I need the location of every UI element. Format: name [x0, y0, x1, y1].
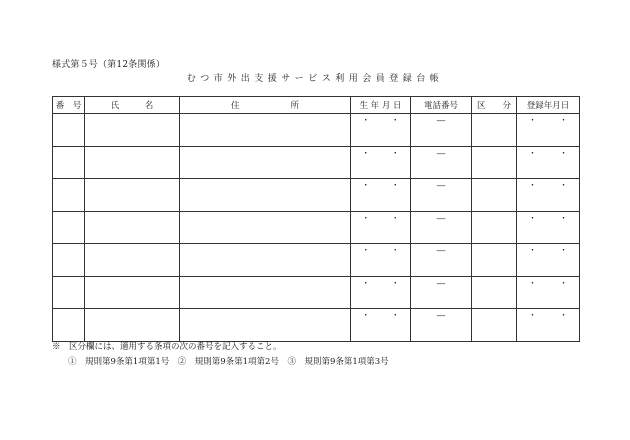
page-title: むつ市外出支援サービス利用会員登録台帳: [186, 74, 444, 84]
date-separator: ・: [528, 278, 537, 289]
date-separator: ・: [361, 213, 370, 224]
cell-birthdate[interactable]: [351, 309, 411, 342]
cell-phone[interactable]: [411, 244, 472, 277]
cell-category[interactable]: [472, 276, 517, 309]
date-separator: ・: [559, 246, 568, 256]
cell-phone[interactable]: [411, 211, 472, 244]
table-row: [53, 211, 580, 244]
phone-separator: ―: [436, 311, 446, 321]
date-separator: ・: [390, 181, 400, 191]
cell-birthdate[interactable]: [351, 114, 411, 147]
date-separator: ・: [559, 278, 568, 289]
date-separator: ・: [361, 181, 370, 191]
cell-registration-date[interactable]: [517, 179, 580, 212]
cell-name[interactable]: [85, 211, 180, 244]
table-row: [53, 244, 580, 277]
cell-name[interactable]: [85, 309, 180, 342]
note-text: ※ 区分欄には、適用する条項の次の番号を記入すること。: [52, 342, 282, 352]
date-separator: ・: [559, 213, 568, 224]
date-separator: ・: [528, 311, 537, 321]
form-number: 様式第５号（第12条関係）: [52, 60, 166, 70]
cell-registration-date[interactable]: [517, 114, 580, 147]
date-separator: ・: [361, 311, 370, 321]
cell-category[interactable]: [472, 211, 517, 244]
date-separator: ・: [528, 181, 537, 191]
register-table: [52, 96, 580, 342]
table-header-row: [53, 97, 580, 114]
cell-category[interactable]: [472, 179, 517, 212]
cell-category[interactable]: [472, 244, 517, 277]
cell-address[interactable]: [180, 211, 351, 244]
date-separator: ・: [559, 148, 568, 159]
phone-separator: ―: [436, 246, 446, 256]
header-registration-date: 登録年月日: [517, 97, 580, 114]
date-separator: ・: [361, 116, 370, 126]
header-address: 住 所: [180, 97, 351, 114]
cell-address[interactable]: [180, 146, 351, 179]
date-separator: ・: [390, 213, 400, 224]
header-category: 区 分: [472, 97, 517, 114]
table-row: [53, 179, 580, 212]
cell-name[interactable]: [85, 146, 180, 179]
cell-birthdate[interactable]: [351, 244, 411, 277]
date-separator: ・: [390, 278, 400, 289]
cell-category[interactable]: [472, 114, 517, 147]
cell-number[interactable]: [53, 276, 85, 309]
cell-number[interactable]: [53, 211, 85, 244]
date-separator: ・: [528, 148, 537, 159]
date-separator: ・: [390, 246, 400, 256]
cell-number[interactable]: [53, 114, 85, 147]
cell-number[interactable]: [53, 146, 85, 179]
date-separator: ・: [361, 148, 370, 159]
cell-address[interactable]: [180, 244, 351, 277]
date-separator: ・: [528, 116, 537, 126]
cell-number[interactable]: [53, 179, 85, 212]
cell-address[interactable]: [180, 276, 351, 309]
cell-address[interactable]: [180, 309, 351, 342]
cell-registration-date[interactable]: [517, 146, 580, 179]
date-separator: ・: [390, 148, 400, 159]
date-separator: ・: [559, 181, 568, 191]
cell-registration-date[interactable]: [517, 211, 580, 244]
cell-number[interactable]: [53, 244, 85, 277]
cell-name[interactable]: [85, 276, 180, 309]
cell-birthdate[interactable]: [351, 179, 411, 212]
phone-separator: ―: [436, 116, 446, 126]
table-row: [53, 146, 580, 179]
phone-separator: ―: [436, 181, 446, 191]
cell-name[interactable]: [85, 244, 180, 277]
date-separator: ・: [390, 116, 400, 126]
header-birthdate: 生 年 月 日: [351, 97, 411, 114]
cell-registration-date[interactable]: [517, 309, 580, 342]
cell-registration-date[interactable]: [517, 276, 580, 309]
table-row: [53, 309, 580, 342]
note-items: ① 規則第9条第1項第1号 ② 規則第9条第1項第2号 ③ 規則第9条第1項第3号: [68, 357, 389, 367]
table-row: [53, 114, 580, 147]
date-separator: ・: [559, 116, 568, 126]
phone-separator: ―: [436, 213, 446, 224]
cell-birthdate[interactable]: [351, 146, 411, 179]
header-name: 氏 名: [85, 97, 180, 114]
date-separator: ・: [390, 311, 400, 321]
cell-category[interactable]: [472, 309, 517, 342]
cell-phone[interactable]: [411, 276, 472, 309]
cell-category[interactable]: [472, 146, 517, 179]
date-separator: ・: [528, 213, 537, 224]
cell-name[interactable]: [85, 179, 180, 212]
cell-birthdate[interactable]: [351, 211, 411, 244]
cell-registration-date[interactable]: [517, 244, 580, 277]
cell-address[interactable]: [180, 114, 351, 147]
cell-name[interactable]: [85, 114, 180, 147]
cell-number[interactable]: [53, 309, 85, 342]
cell-birthdate[interactable]: [351, 276, 411, 309]
phone-separator: ―: [436, 278, 446, 289]
date-separator: ・: [528, 246, 537, 256]
table-row: [53, 276, 580, 309]
header-number: 番 号: [53, 97, 85, 114]
cell-phone[interactable]: [411, 179, 472, 212]
header-phone: 電話番号: [411, 97, 472, 114]
date-separator: ・: [361, 246, 370, 256]
cell-phone[interactable]: [411, 146, 472, 179]
cell-phone[interactable]: [411, 114, 472, 147]
phone-separator: ―: [436, 148, 446, 159]
cell-phone[interactable]: [411, 309, 472, 342]
date-separator: ・: [361, 278, 370, 289]
cell-address[interactable]: [180, 179, 351, 212]
date-separator: ・: [559, 311, 568, 321]
